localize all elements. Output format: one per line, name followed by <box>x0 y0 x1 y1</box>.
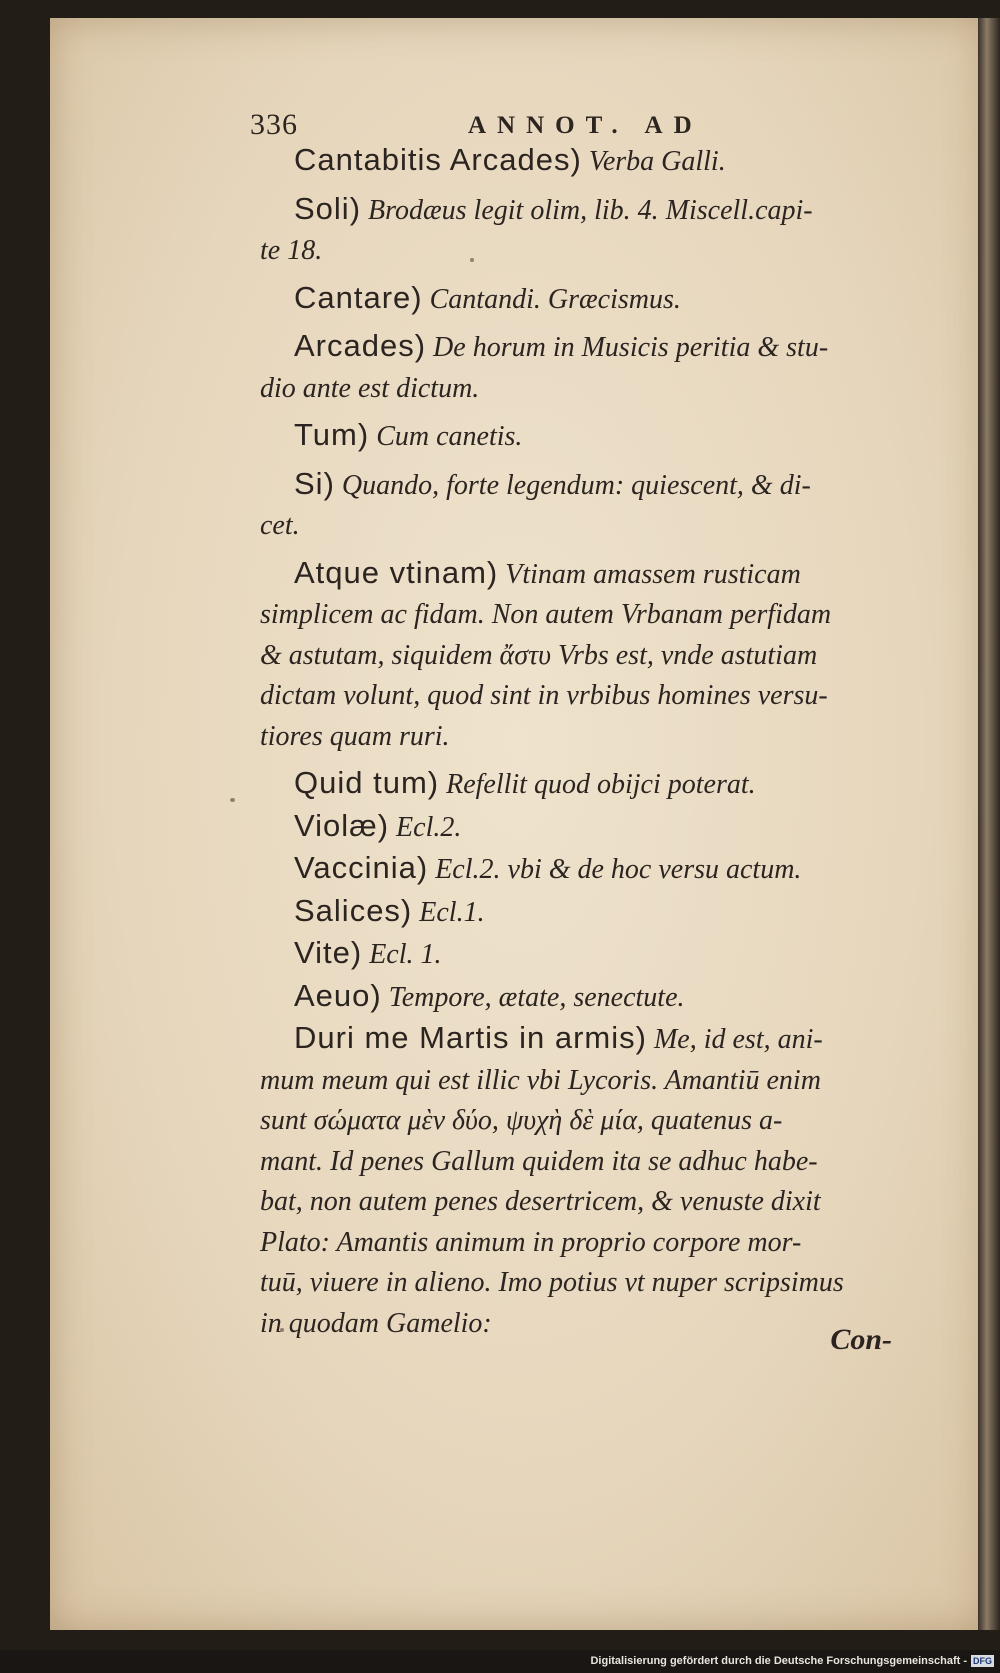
gloss: Ecl. 1. <box>362 939 442 970</box>
gloss: bat, non autem penes desertricem, & venuste dixit <box>260 1186 821 1217</box>
lemma: Atque vtinam) <box>294 554 499 590</box>
text-line <box>260 1304 900 1345</box>
gloss: dictam volunt, quod sint in vrbibus homines versu- <box>260 680 828 711</box>
gloss: Refellit quod obijci poterat. <box>439 769 756 800</box>
annotation-entry <box>260 464 900 547</box>
annotation-entry <box>260 415 900 458</box>
annotation-entry <box>260 806 900 849</box>
text-line <box>260 278 900 321</box>
text-line <box>260 717 900 758</box>
text-line <box>260 848 900 891</box>
text-line <box>260 595 900 636</box>
annotation-entry <box>260 553 900 758</box>
text-line <box>260 891 900 934</box>
text-line <box>260 806 900 849</box>
gloss: Plato: Amantis animum in proprio corpore mor- <box>260 1226 802 1258</box>
text-line <box>260 636 900 677</box>
text-line <box>260 1101 900 1142</box>
gloss: mum meum qui est illic vbi Lycoris. Amantiū enim <box>260 1064 821 1096</box>
gloss: simplicem ac fidam. Non autem Vrbanam perfidam <box>260 599 832 630</box>
lemma: Vaccinia) <box>294 850 429 885</box>
running-title: ANNOT. AD <box>468 112 703 139</box>
gloss: Ecl.2. vbi & de hoc versu actum. <box>428 854 802 885</box>
lemma: Si) <box>294 465 335 501</box>
gloss: Tempore, ætate, senectute. <box>381 981 685 1013</box>
gloss: De horum in Musicis peritia & stu- <box>426 332 829 363</box>
annotation-entry <box>260 763 900 806</box>
annotation-entry <box>260 140 900 183</box>
lemma: Cantare) <box>294 279 423 315</box>
lemma: Cantabitis Arcades) <box>294 142 582 177</box>
lemma: Tum) <box>294 417 370 452</box>
text-line <box>260 140 900 183</box>
text-line <box>260 415 900 458</box>
annotation-entry <box>260 1018 900 1344</box>
gloss: & astutam, siquidem ἄστυ Vrbs est, vnde astutiam <box>260 639 818 671</box>
paper-spot <box>230 798 235 802</box>
gloss: te 18. <box>260 235 323 266</box>
text-line <box>260 326 900 369</box>
text-line <box>260 1223 900 1264</box>
dfg-logo: DFG <box>973 1656 992 1666</box>
gloss: Brodæus legit olim, lib. 4. Miscell.capi- <box>361 194 813 226</box>
gloss: in quodam Gamelio: <box>260 1307 492 1339</box>
lemma: Salices) <box>294 892 413 928</box>
gloss: Ecl.2. <box>389 811 462 843</box>
text-line <box>260 1182 900 1223</box>
gloss: mant. Id penes Gallum quidem ita se adhuc habe- <box>260 1145 818 1177</box>
text-line <box>260 676 900 717</box>
gloss: Verba Galli. <box>581 146 726 177</box>
annotation-entry <box>260 278 900 321</box>
text-line <box>260 763 900 806</box>
gloss: tiores quam ruri. <box>260 720 450 752</box>
text-line <box>260 1061 900 1102</box>
text-line <box>260 189 900 232</box>
gloss: Cum canetis. <box>369 421 523 452</box>
text-line <box>260 231 900 272</box>
gloss: sunt σώματα μὲν δύο, ψυχὴ δὲ μία, quatenus a- <box>260 1105 783 1136</box>
gloss: tuū, viuere in alieno. Imo potius vt nuper scripsimus <box>260 1267 844 1298</box>
text-line <box>260 1018 900 1061</box>
text-line <box>260 976 900 1019</box>
annotation-entry <box>260 976 900 1019</box>
lemma: Quid tum) <box>294 765 440 800</box>
text-line <box>260 933 900 976</box>
credit-text: Digitalisierung gefördert durch die Deutsche Forschungsgemeinschaft - <box>590 1655 967 1667</box>
lemma: Soli) <box>294 190 362 226</box>
lemma: Vite) <box>294 935 363 970</box>
annotation-entry <box>260 891 900 934</box>
annotation-text <box>260 140 900 1350</box>
text-line <box>260 1142 900 1183</box>
catchword: Con- <box>830 1323 892 1356</box>
annotation-entry <box>260 933 900 976</box>
lemma: Arcades) <box>294 328 427 363</box>
digitization-credit <box>590 1653 994 1669</box>
annotation-entry <box>260 189 900 272</box>
lemma: Aeuo) <box>294 977 382 1013</box>
gloss: Ecl.1. <box>412 896 485 928</box>
text-line <box>260 553 900 596</box>
gloss: Cantandi. Græcismus. <box>422 283 681 315</box>
lemma: Duri me Martis in armis) <box>294 1020 647 1055</box>
annotation-entry <box>260 326 900 409</box>
lemma: Violæ) <box>294 807 390 843</box>
gloss: dio ante est dictum. <box>260 372 480 404</box>
gloss: Quando, forte legendum: quiescent, & di- <box>334 469 811 501</box>
text-line <box>260 506 900 547</box>
page-edge <box>978 18 1000 1630</box>
text-line <box>260 464 900 507</box>
annotation-entry <box>260 848 900 891</box>
gloss: cet. <box>260 510 300 541</box>
gloss: Me, id est, ani- <box>646 1024 823 1055</box>
folio-number: 336 <box>250 108 298 141</box>
text-line <box>260 369 900 410</box>
gloss: Vtinam amassem rusticam <box>498 558 801 590</box>
text-line <box>260 1263 900 1304</box>
